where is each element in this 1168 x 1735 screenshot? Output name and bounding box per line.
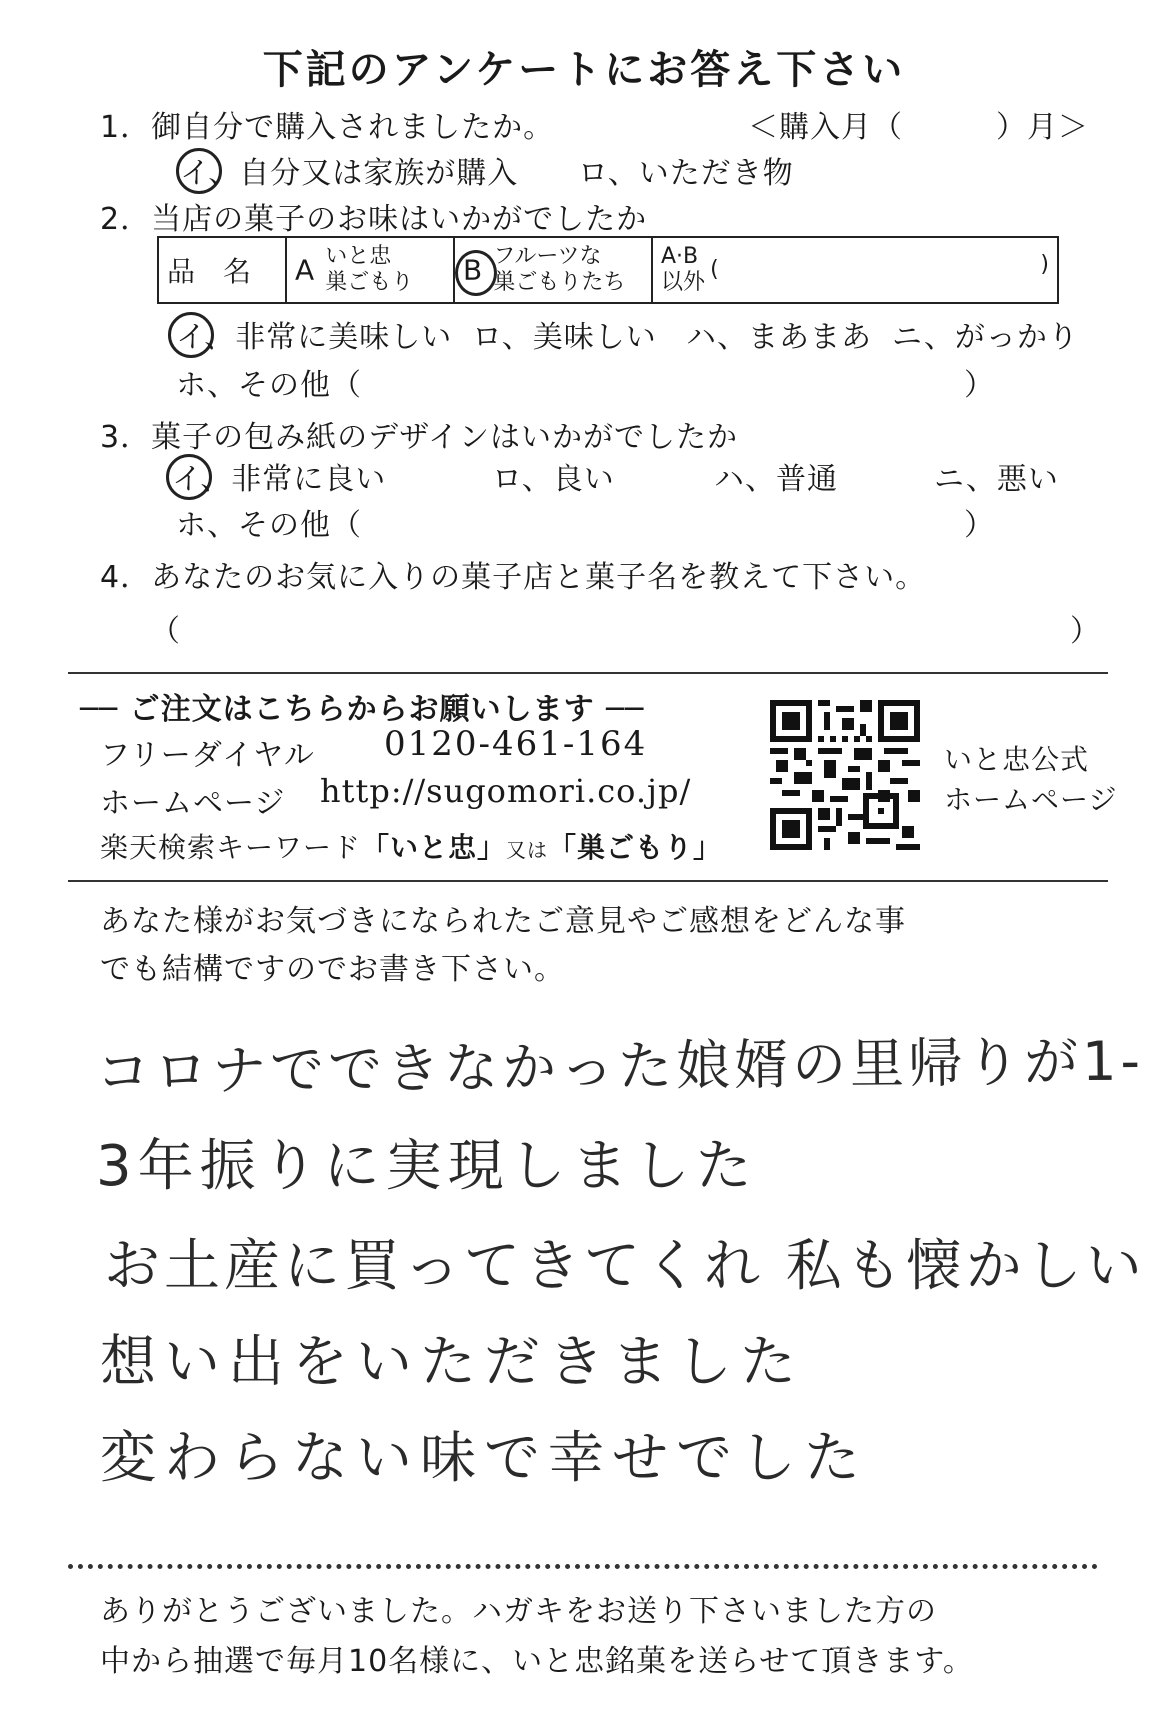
homepage-url[interactable]: http://sugomori.co.jp/: [320, 772, 692, 810]
purchase-month-field[interactable]: ＜購入月（ ）月＞: [748, 110, 1089, 145]
q2-option-ho-close: ）: [964, 368, 995, 403]
product-a-name-2: 巣ごもり: [325, 270, 414, 295]
q2-option-ha[interactable]: ハ、まあまあ: [686, 320, 872, 355]
product-a-cell[interactable]: [286, 237, 454, 303]
handwritten-comment-line: 想い出をいただきました: [100, 1330, 804, 1395]
qr-code-icon[interactable]: [770, 700, 920, 850]
product-b-name-2: 巣ごもりたち: [493, 270, 626, 295]
rakuten-keyword-1: 「いと忠」: [361, 831, 507, 864]
rakuten-prefix: 楽天検索キーワード: [100, 831, 362, 864]
survey-title: 下記のアンケートにお答え下さい: [262, 47, 906, 93]
question-3-label: 3．菓子の包み紙のデザインはいかがでしたか: [100, 420, 738, 455]
product-other-cell[interactable]: [652, 237, 1058, 303]
product-other-line1: A·B: [661, 244, 699, 269]
comment-prompt-line2: でも結構ですのでお書き下さい。: [100, 952, 565, 987]
selected-circle-mark: [455, 250, 497, 296]
q3-option-ho-close: ）: [964, 508, 995, 543]
q3-option-ha[interactable]: ハ、普通: [714, 462, 838, 497]
product-b-cell[interactable]: [454, 237, 652, 303]
product-b-name-1: フルーツな: [493, 244, 602, 269]
product-other-paren-close: ): [1040, 252, 1049, 277]
q3-option-ho[interactable]: ホ、その他（: [176, 508, 362, 543]
product-a-letter: A: [295, 253, 315, 287]
question-2-label: 2．当店の菓子のお味はいかがでしたか: [100, 202, 648, 237]
homepage-label: ホームページ: [100, 786, 286, 821]
q2-option-ho[interactable]: ホ、その他（: [176, 368, 362, 403]
product-other-line2: 以外: [661, 270, 706, 295]
handwritten-comment-line: お土産に買ってきてくれ 私も懐かしい: [104, 1234, 1146, 1299]
q2-option-ro[interactable]: ロ、美味しい: [472, 320, 657, 355]
order-heading: ── ご注文はこちらからお願いします ──: [80, 692, 645, 727]
q3-option-ni[interactable]: ニ、悪い: [934, 462, 1059, 497]
rakuten-or: 又は: [506, 838, 549, 862]
section-divider: [68, 880, 1108, 882]
q2-option-ni[interactable]: ニ、がっかり: [892, 320, 1079, 355]
product-header: 品 名: [158, 237, 286, 303]
rakuten-keyword-2: 「巣ごもり」: [548, 831, 723, 864]
q1-option-ro[interactable]: ロ、いただき物: [578, 156, 794, 191]
product-a-name-1: いと忠: [325, 244, 392, 269]
section-divider: [68, 672, 1108, 674]
q2-option-i[interactable]: イ、非常に美味しい: [176, 320, 453, 355]
question-4-label: 4．あなたのお気に入りの菓子店と菓子名を教えて下さい。: [100, 560, 927, 595]
qr-caption-line2: ホームページ: [944, 783, 1118, 816]
footer-line2: 中から抽選で毎月10名様に、いと忠銘菓を送らせて頂きます。: [100, 1644, 974, 1679]
question-1-label: 1．御自分で購入されましたか。: [100, 110, 555, 145]
handwritten-comment-line: コロナでできなかった娘婿の里帰りが1-: [95, 1029, 1145, 1104]
footer-line1: ありがとうございました。ハガキをお送り下さいました方の: [100, 1594, 937, 1629]
q4-answer-paren-open[interactable]: （: [150, 614, 181, 649]
phone-label: フリーダイヤル: [100, 738, 315, 773]
product-b-letter: B: [463, 253, 483, 287]
product-table: [157, 236, 1059, 304]
q1-option-i[interactable]: イ、自分又は家族が購入: [180, 156, 519, 191]
handwritten-comment-line: 変わらない味で幸せでした: [100, 1426, 868, 1491]
phone-number[interactable]: 0120-461-164: [384, 724, 648, 764]
q3-option-i[interactable]: イ、非常に良い: [172, 462, 387, 497]
dotted-divider: [68, 1564, 1098, 1569]
rakuten-keyword-line: [100, 826, 722, 866]
product-other-paren-open: (: [710, 257, 719, 282]
qr-caption-line1: いと忠公式: [944, 743, 1090, 776]
handwritten-comment-line: 3年振りに実現しました: [96, 1134, 758, 1199]
comment-prompt-line1: あなた様がお気づきになられたご意見やご感想をどんな事: [100, 904, 906, 939]
q3-option-ro[interactable]: ロ、良い: [492, 462, 615, 497]
q4-answer-paren-close: ）: [1070, 614, 1101, 649]
